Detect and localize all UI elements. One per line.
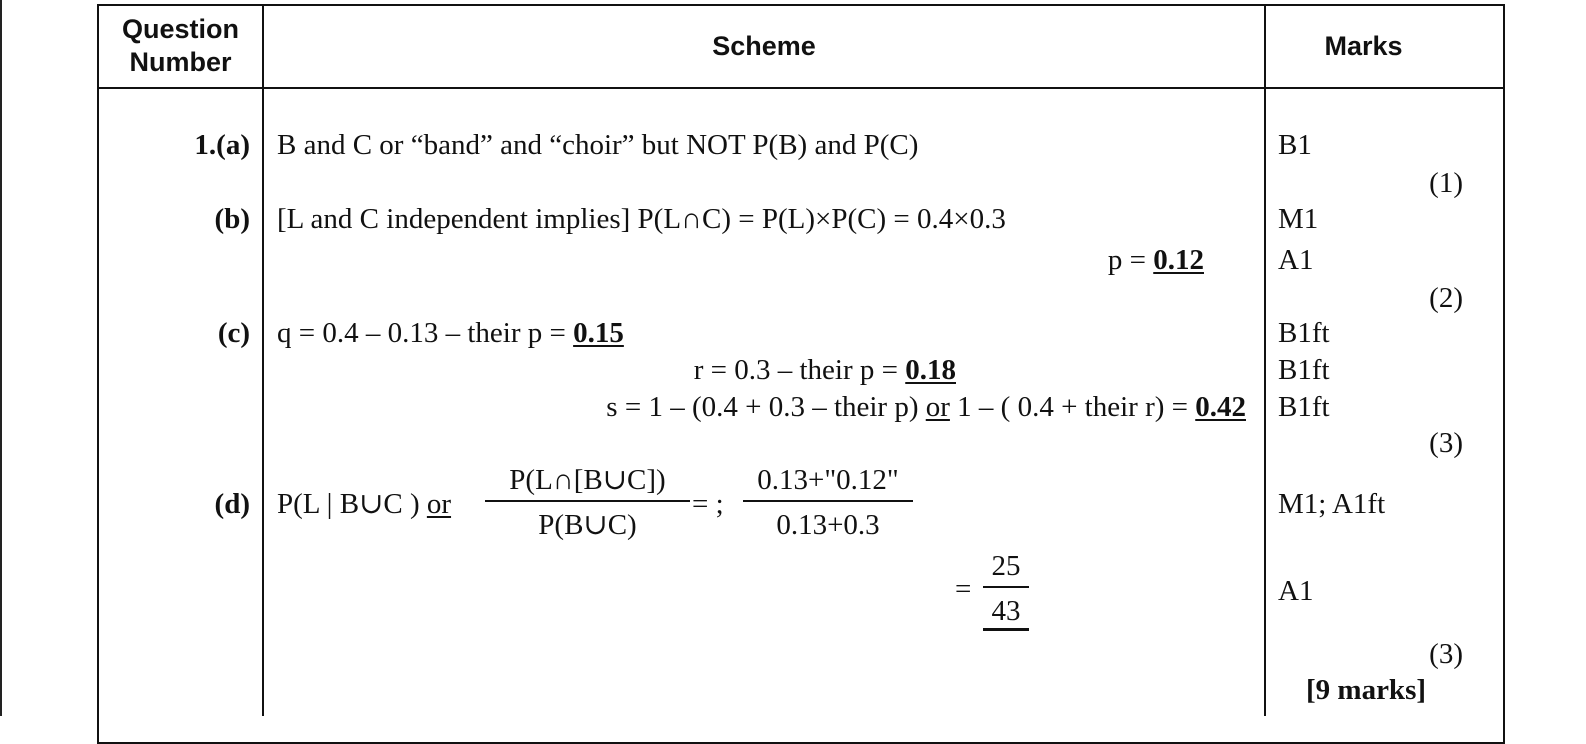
- part-d-label: (d): [214, 488, 250, 520]
- header-marks: Marks: [1324, 31, 1403, 61]
- header-question-number: Question Number: [121, 14, 239, 77]
- fraction-2-numerator: 0.13+"0.12": [743, 463, 913, 502]
- part-d-mark1: M1; A1ft: [1278, 488, 1386, 520]
- column-divider-1: [262, 4, 264, 716]
- part-c-line3-prefix: s = 1 – (0.4 + 0.3 – their p): [606, 391, 926, 423]
- part-b-label: (b): [214, 203, 250, 235]
- part-c-mark1: B1ft: [1278, 317, 1330, 349]
- part-a-subtotal: (1): [1429, 167, 1463, 199]
- fraction-1-numerator: P(L∩[B∪C]): [485, 463, 690, 502]
- part-d-lhs-expr: P(L | B∪C ): [277, 488, 427, 520]
- part-c-line3: [440, 390, 1246, 424]
- part-b-mark2: A1: [1278, 244, 1314, 276]
- part-d-lhs: [277, 487, 451, 521]
- part-c-answer-q: 0.15: [573, 317, 624, 349]
- part-d-or: or: [426, 488, 452, 520]
- header-divider: [97, 87, 1505, 89]
- part-c-mark3: B1ft: [1278, 391, 1330, 423]
- part-d-fraction-final: [983, 549, 1029, 631]
- part-c-answer-s: 0.42: [1195, 391, 1246, 423]
- fraction-final-denominator: 43: [983, 588, 1029, 631]
- part-a-label: 1.(a): [194, 129, 250, 161]
- header-scheme: Scheme: [712, 31, 816, 61]
- part-b-answer: 0.12: [1153, 244, 1204, 276]
- part-b-subtotal: (2): [1429, 282, 1463, 314]
- part-d-fraction-2: [743, 463, 913, 542]
- part-d-subtotal: (3): [1429, 638, 1463, 670]
- part-c-answer-r: 0.18: [905, 354, 956, 386]
- fraction-2-denominator: 0.13+0.3: [776, 509, 880, 541]
- part-b-line2: [900, 243, 1204, 277]
- part-b-mark1: M1: [1278, 203, 1319, 235]
- page-edge-line: [0, 0, 2, 716]
- fraction-1-denominator: P(B∪C): [538, 509, 637, 541]
- column-divider-2: [1264, 4, 1266, 716]
- part-c-line2-prefix: r = 0.3 – their p =: [693, 354, 906, 386]
- total-marks: [9 marks]: [1306, 674, 1427, 706]
- part-c-line3-or: or: [925, 391, 950, 423]
- part-a-scheme: B and C or “band” and “choir” but NOT P(B) and P(C): [277, 129, 919, 161]
- part-d-eq2: =: [955, 573, 972, 605]
- part-c-line1: [277, 316, 624, 350]
- part-c-line2: [500, 353, 956, 387]
- fraction-final-numerator: 25: [983, 549, 1029, 588]
- part-c-mark2: B1ft: [1278, 354, 1330, 386]
- part-c-line3-mid: 1 – ( 0.4 + their r) =: [949, 391, 1196, 423]
- part-d-fraction-1: [485, 463, 690, 542]
- part-b-line1: [L and C independent implies] P(L∩C) = P(L)×P(C) = 0.4×0.3: [277, 203, 1006, 235]
- part-c-line1-prefix: q = 0.4 – 0.13 – their p =: [277, 317, 574, 349]
- part-c-label: (c): [217, 317, 250, 349]
- part-d-mark2: A1: [1278, 575, 1314, 607]
- part-b-line2-prefix: p =: [1107, 244, 1154, 276]
- part-d-eq-sep: = ;: [692, 488, 724, 520]
- part-c-subtotal: (3): [1429, 427, 1463, 459]
- part-a-mark: B1: [1278, 129, 1312, 161]
